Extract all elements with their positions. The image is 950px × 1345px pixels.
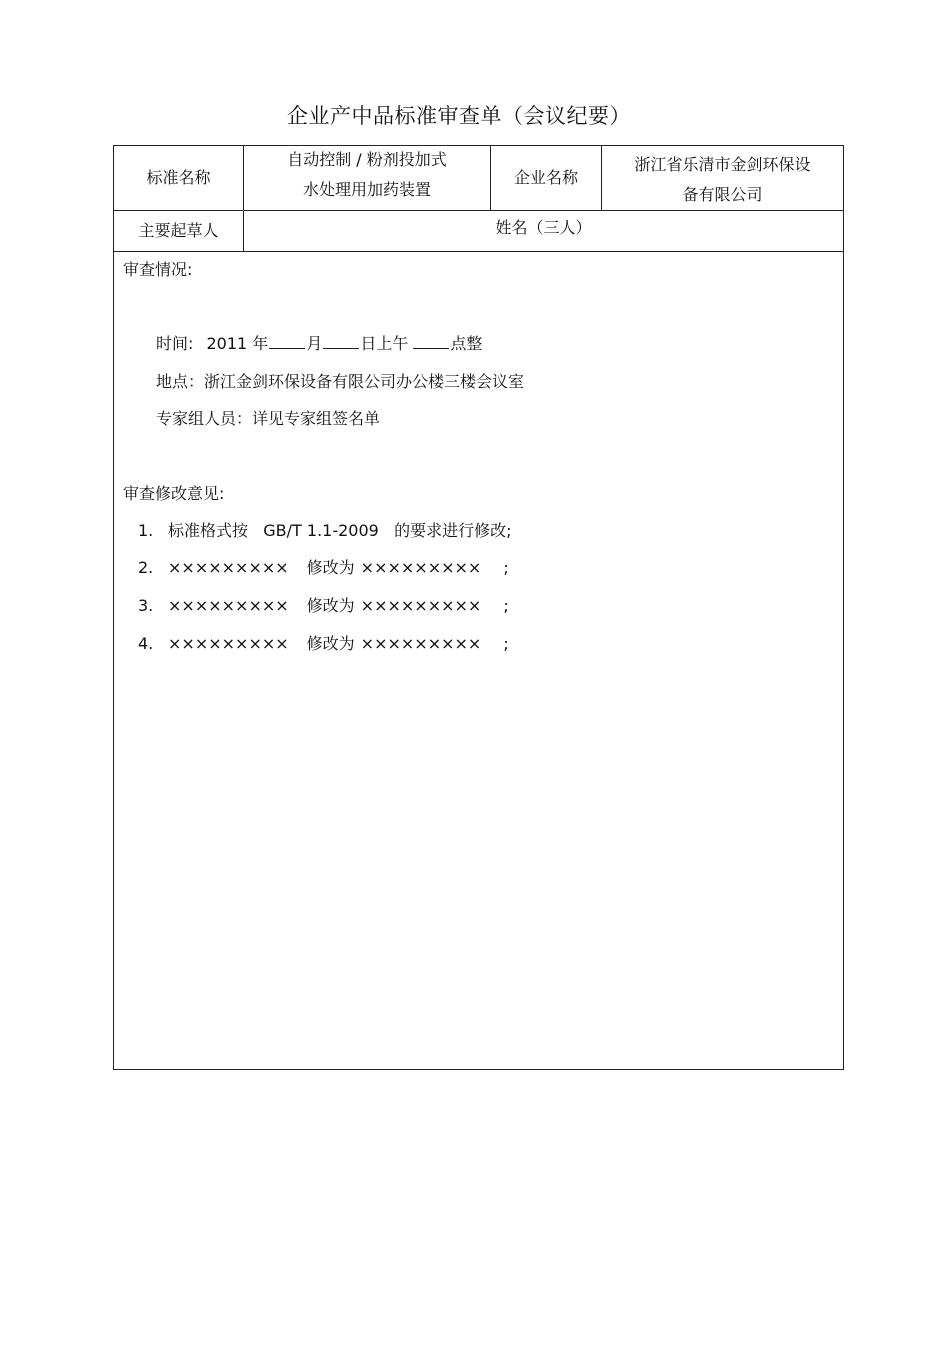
standard-name-line-1: 自动控制 / 粉剂投加式 <box>287 150 447 169</box>
opinion-item-1 <box>138 521 511 541</box>
opinion-item-2-before: ××××××××× <box>168 558 289 577</box>
opinion-item-4-before: ××××××××× <box>168 634 289 653</box>
time-year: 2011 年 <box>206 334 269 353</box>
month-blank <box>269 334 305 349</box>
standard-name-value-cell <box>244 146 490 210</box>
drafter-value-cell <box>244 211 843 245</box>
drafter-label-cell <box>114 211 243 251</box>
opinion-item-2 <box>138 558 509 578</box>
opinions-section-label: 审查修改意见: <box>123 484 225 503</box>
opinion-item-2-number: 2. <box>138 558 154 577</box>
opinion-item-4 <box>138 634 509 654</box>
review-location-line: 地点：浙江金剑环保设备有限公司办公楼三楼会议室 <box>156 372 525 391</box>
opinion-item-3-after: ××××××××× <box>360 596 482 615</box>
standard-name-label-cell <box>114 146 243 210</box>
standard-name-label: 标准名称 <box>146 168 211 187</box>
opinion-item-4-mid: 修改为 <box>306 634 355 653</box>
opinion-item-3-end: ; <box>503 596 509 615</box>
time-hour: 点整 <box>450 334 483 353</box>
review-experts-line: 专家组人员：详见专家组签名单 <box>156 409 381 428</box>
opinion-item-4-number: 4. <box>138 634 154 653</box>
time-label: 时间: <box>156 334 194 353</box>
opinion-item-4-end: ; <box>503 634 509 653</box>
time-day: 日上午 <box>360 334 409 353</box>
document-title: 企业产中品标准审查单（会议纪要） <box>287 104 631 128</box>
standard-name-line-2: 水处理用加药装置 <box>302 180 431 199</box>
day-blank <box>323 334 359 349</box>
review-time-line <box>156 334 482 354</box>
opinion-item-4-after: ××××××××× <box>360 634 482 653</box>
opinion-item-2-end: ; <box>503 558 509 577</box>
hour-blank <box>413 334 449 349</box>
opinion-item-3-before: ××××××××× <box>168 596 289 615</box>
company-name-value-cell <box>602 146 843 210</box>
opinion-item-1-text: 标准格式按 GB/T 1.1-2009 的要求进行修改; <box>168 521 512 540</box>
company-name-label: 企业名称 <box>513 168 578 187</box>
opinion-item-3 <box>138 596 509 616</box>
opinion-item-3-number: 3. <box>138 596 154 615</box>
drafter-value: 姓名（三人） <box>495 218 592 237</box>
review-section-label: 审查情况: <box>123 260 193 279</box>
opinion-item-2-mid: 修改为 <box>306 558 355 577</box>
drafter-label: 主要起草人 <box>138 221 219 240</box>
row-divider-2 <box>114 251 843 252</box>
review-form-table <box>113 145 844 1070</box>
company-name-line-1: 浙江省乐清市金剑环保设 <box>634 155 811 174</box>
time-month: 月 <box>306 334 323 353</box>
opinion-item-2-after: ××××××××× <box>360 558 482 577</box>
company-name-line-2: 备有限公司 <box>682 185 763 204</box>
company-name-label-cell <box>491 146 601 210</box>
opinion-item-3-mid: 修改为 <box>306 596 355 615</box>
opinion-item-1-number: 1. <box>138 521 154 540</box>
